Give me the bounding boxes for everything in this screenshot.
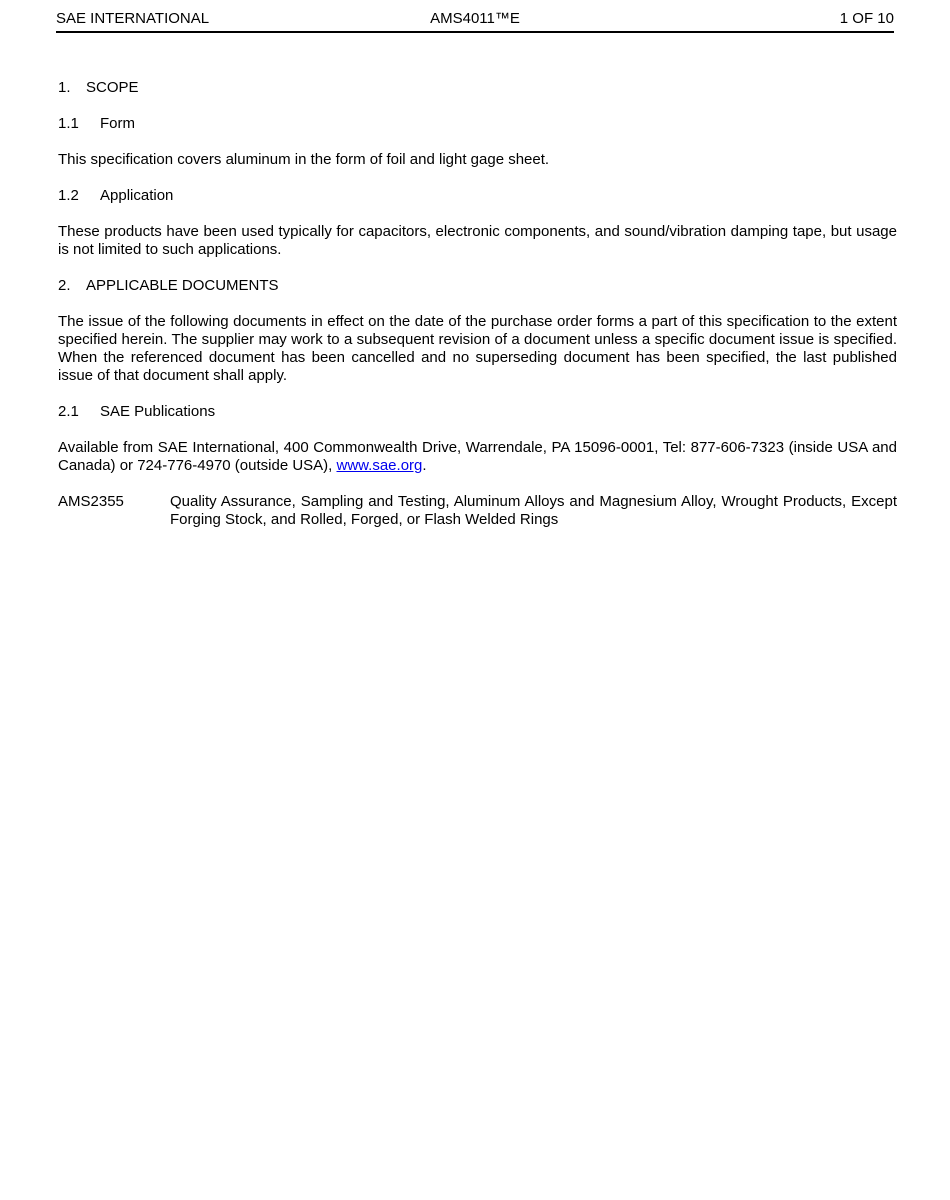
section-1-2-heading xyxy=(58,187,897,205)
section-number: 2. xyxy=(58,277,71,294)
section-number: 1.2 xyxy=(58,187,79,204)
section-1-2-paragraph: These products have been used typically for capacitors, electronic components, and sound/vibration damping tape, but usage is not limited to such applications. xyxy=(58,223,897,258)
section-title: SCOPE xyxy=(86,79,139,96)
availability-text: Available from SAE International, 400 Commonwealth Drive, Warrendale, PA 15096-0001, Tel: 877-606-7323 (inside USA and Canada) or 724-776-4970 (outside USA), xyxy=(58,439,897,474)
header-document-id: AMS4011™E xyxy=(430,10,520,27)
section-1-1-heading xyxy=(58,115,897,133)
section-2-heading xyxy=(58,277,897,295)
section-2-1-paragraph xyxy=(58,439,897,475)
sae-website-link[interactable]: www.sae.org xyxy=(336,457,423,474)
section-title: Application xyxy=(100,187,174,204)
document-body xyxy=(58,79,897,529)
section-2-paragraph: The issue of the following documents in effect on the date of the purchase order forms a part of this specification to the extent specified herein. The supplier may work to a subsequent revision of a document unless a specific document issue is specified. When the referenced document has been cancelled and no superseding document has been specified, the last published issue of that document shall apply. xyxy=(58,313,897,384)
header-page-number: 1 OF 10 xyxy=(839,10,894,27)
section-2-1-heading xyxy=(58,403,897,421)
reference-code: AMS2355 xyxy=(58,493,124,510)
availability-tail: . xyxy=(422,457,427,474)
section-number: 2.1 xyxy=(58,403,79,420)
section-number: 1.1 xyxy=(58,115,79,132)
section-1-1-paragraph: This specification covers aluminum in the form of foil and light gage sheet. xyxy=(58,151,550,168)
reference-row xyxy=(58,493,897,529)
section-1-heading xyxy=(58,79,897,97)
section-title: SAE Publications xyxy=(100,403,216,420)
section-number: 1. xyxy=(58,79,71,96)
header-organization: SAE INTERNATIONAL xyxy=(56,10,210,27)
section-title: Form xyxy=(100,115,135,132)
reference-title: Quality Assurance, Sampling and Testing, Aluminum Alloys and Magnesium Alloy, Wrought Products, Except Forging Stock, and Rolled, Forged, or Flash Welded Rings xyxy=(170,493,897,528)
section-title: APPLICABLE DOCUMENTS xyxy=(86,277,279,294)
page-header xyxy=(56,9,894,33)
